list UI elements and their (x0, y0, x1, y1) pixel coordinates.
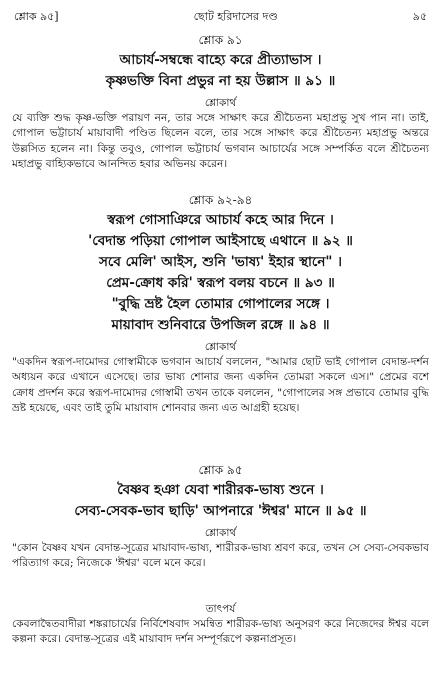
verse-line: আচার্য-সম্বন্ধে বাহ্যে করে প্রীত্যাভাস । (119, 52, 322, 68)
translation-text (12, 541, 429, 572)
verse-label: শ্লোক ৯১ (198, 33, 243, 47)
verse-line: স্বরূপ গোসাঞিরে আচার্য কহে আর দিনে । (107, 212, 334, 228)
verse-line: বৈষ্ণব হঞা যেবা শারীরক-ভাষ্য শুনে । (117, 482, 324, 498)
verse-line: প্রেম-ক্রোধ করি' স্বরূপ বলয় বচনে ॥ ৯৩ ॥ (106, 275, 335, 291)
purport-heading: তাৎপর্য (205, 603, 236, 615)
translation-text (12, 111, 429, 172)
verse-line: 'বেদান্ত পড়িয়া গোপাল আইসাছে এথানে ॥ ৯২ ॥ (88, 233, 353, 249)
verse-line: কৃষ্ণভক্তি বিনা প্রভুর না হয় উল্লাস ॥ ৯১ ॥ (105, 73, 336, 89)
purport-paragraph: কেবলাদ্বৈতবাদীরা শঙ্করাচার্যের নির্বিশেষবাদ সমন্বিত শারীরক-ভাষ্য অনুসরণ করে নিজেদের ঈশ্বর বলে কল্পনা করে। বেদান্ত-সূত্রের এই মায়াবাদ দর্শন সম্পূর্ণরূপে কল্পনাপ্রসূত। (12, 618, 429, 646)
translation-paragraph: "কোন বৈষ্ণব যখন বেদান্ত-সূত্রের মায়াবাদ-ভাষ্য, শারীরক-ভাষ্য শ্রবণ করে, তখন সে সেব্য-সেবকভাব পরিত্যাগ করে; নিজেকে 'ঈশ্বর' বলে মনে করে। (12, 542, 429, 570)
verse-line: "বুদ্ধি ভ্রষ্ট হৈল তোমার গোপালের সঙ্গে । (111, 296, 330, 312)
header-verse-ref: শ্লোক ৯৫] (14, 9, 59, 23)
verse-text (12, 480, 429, 522)
header-page-number: ৯৫ (412, 9, 427, 23)
purport-text (12, 617, 429, 648)
translation-heading: শ্লোকার্থ (204, 97, 237, 109)
verse-line: সেব্য-সেবক-ভাব ছাড়ি' আপনারে 'ঈশ্বর' মানে ॥ ৯৫ ॥ (74, 503, 367, 519)
translation-text (12, 355, 429, 416)
translation-heading: শ্লোকার্থ (204, 527, 237, 539)
verse-line: সবে মেলি' আইস, শুনি 'ভাষ্য' ইহার স্থানে" । (99, 254, 342, 270)
header-chapter-title: ছোট হরিদাসের দণ্ড (193, 9, 278, 23)
verse-label: শ্লোক ৯২-৯৪ (188, 193, 253, 207)
verse-label: শ্লোক ৯৫ (198, 463, 243, 477)
page-header (14, 8, 427, 26)
verse-text (12, 210, 429, 336)
translation-paragraph: "একদিন স্বরূপ-দামোদর গোস্বামীকে ভগবান আচার্য বললেন, "আমার ছোট ভাই গোপাল বেদান্ত-দর্শন অধ্যয়ন করে এখানে এসেছে। তার ভাষ্য শোনার জন্য একদিন তোমরা সকলে এস।" প্রেমের বশে ক্রোধ প্রদর্শন করে স্বরূপ-দামোদর গোস্বামী তখন তাকে বললেন, "গোপালের সঙ্গ প্রভাবে তোমার বুদ্ধি ভ্রষ্ট হয়েছে, এবং তাই তুমি মায়াবাদ শোনবার জন্য এত আগ্রহী হয়েছ। (12, 356, 429, 414)
verse-text (12, 50, 429, 92)
translation-paragraph: যে ব্যক্তি শুদ্ধ কৃষ্ণ-ভক্তি পরায়ণ নন, তার সঙ্গে সাক্ষাৎ করে শ্রীচৈতন্য মহাপ্রভু সুখ পান না। তাই, গোপাল ভট্টাচার্য মায়াবাদী পণ্ডিত ছিলেন বলে, তার সঙ্গে সাক্ষাৎ করে শ্রীচৈতন্য মহাপ্রভু অন্তরে উল্লসিত হলেন না। কিন্তু তবুও, গোপাল ভট্টাচার্য ভগবান আচার্যের সঙ্গে সম্পর্কিত বলে শ্রীচৈতন্য মহাপ্রভু বাহ্যিকভাবে আনন্দিত হবার অভিনয় করেন। (12, 112, 429, 170)
verse-line: মায়াবাদ শুনিবারে উপজিল রঙ্গে ॥ ৯৪ ॥ (111, 317, 330, 333)
translation-heading: শ্লোকার্থ (204, 341, 237, 353)
